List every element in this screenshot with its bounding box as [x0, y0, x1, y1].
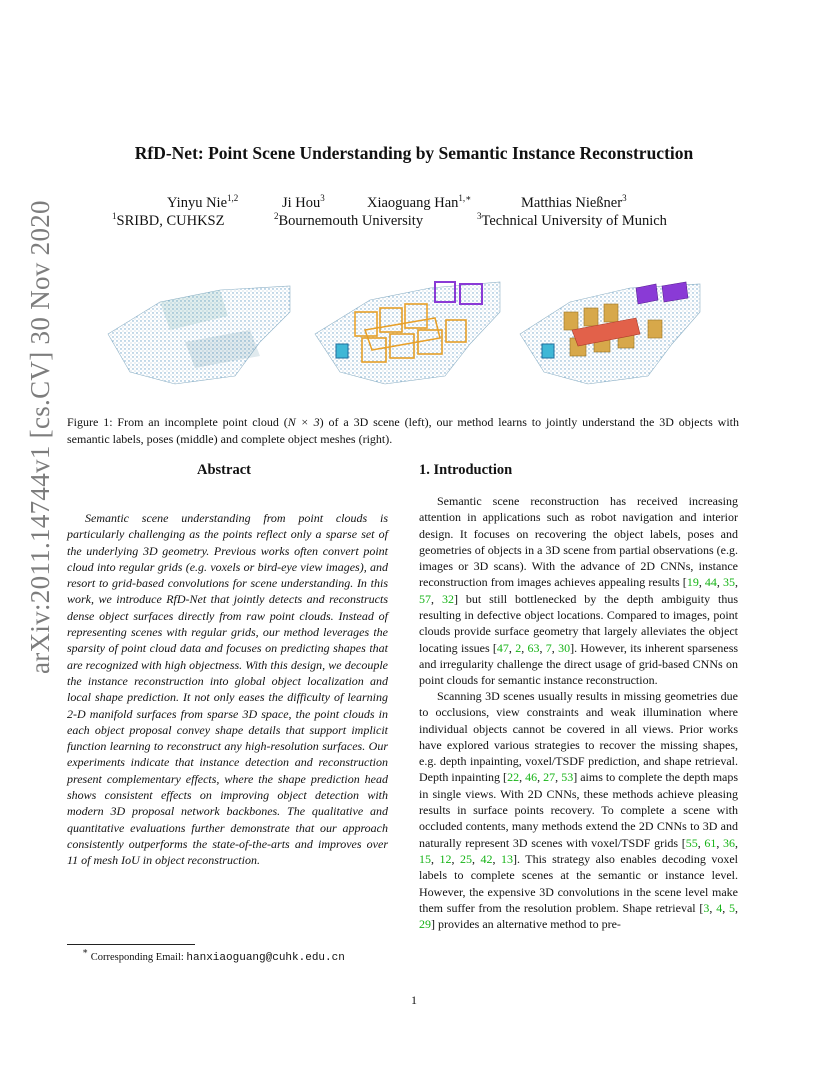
caption-part-2: ) of a 3D scene (left), our method learns to jointly understand the 3D objects with semantic labels, poses (middle) and complete object meshes (right). — [67, 415, 739, 446]
citation-link[interactable]: 55 — [685, 835, 698, 850]
footnote-mark: ∗ — [82, 946, 89, 956]
arxiv-stamp-text: arXiv:2011.14744v1 [cs.CV] 30 Nov 2020 — [25, 200, 55, 674]
arxiv-stamp — [16, 200, 60, 674]
author-2 — [282, 195, 325, 212]
footnote-email: hanxiaoguang@cuhk.edu.cn — [186, 952, 345, 964]
intro-p2-text-d: ] provides an alternative method to pre- — [431, 917, 621, 932]
author-sup: 1,∗ — [458, 193, 472, 203]
cite-group: 55, 61, 36, 15, 12, 25, 42, 13 — [419, 835, 739, 866]
citation-link[interactable]: 27 — [543, 770, 556, 785]
author-name: Xiaoguang Han — [367, 195, 459, 211]
affiliation-2 — [274, 213, 423, 230]
citation-link[interactable]: 30 — [558, 640, 571, 655]
abstract-heading: Abstract — [197, 462, 251, 478]
abstract-text: Semantic scene understanding from point clouds is particularly challenging as the points reflect only a sparse set of the underlying 3D geometry. Previous works often convert point cloud into regular grids (e.g. voxels or bird-eye view images), and resort to grid-based convolutions for scene understanding. In this work, we introduce RfD-Net that jointly detects and reconstructs dense object surfaces directly from raw point clouds. Instead of representing scenes with regular grids, our method leverages the sparsity of point cloud data and focuses on predicting shapes that are recognized with high objectness. With this design, we decouple the instance reconstruction into global object localization and local shape prediction. It not only eases the difficulty of learning 2-D manifold surfaces from sparse 3D space, the point clouds in each object proposal convey shape details that support implicit function learning to reconstruct any high-resolution surfaces. Our experiments indicate that instance detection and reconstruction present complementary effects, where the shape prediction head shows consistent effects on improving object detection with modern 3D proposal network backbones. The qualitative and quantitative evaluations further demonstrate that our approach consistently outperforms the state-of-the-arts and improves over 11 of mesh IoU in object reconstruction. — [67, 511, 388, 868]
intro-p1-text-a: Semantic scene reconstruction has received increasing attention in applications such as robot navigation and interior design. It focuses on recovering the object labels, poses and geometries of objects in a 3D scene from partial observations (e.g. images or 3D scans). With the advance of 2D CNNs, instance reconstruction from images achieves appealing results [ — [419, 494, 738, 590]
citation-link[interactable]: 53 — [561, 770, 574, 785]
caption-part-1: Figure 1: From an incomplete point cloud ( — [67, 415, 288, 429]
citation-link[interactable]: 32 — [441, 591, 454, 606]
author-3 — [367, 195, 471, 212]
author-name: Matthias Nießner — [521, 195, 623, 211]
author-name: Yinyu Nie — [167, 195, 228, 211]
footnote-label: Corresponding Email: — [90, 952, 187, 963]
intro-p2-text-b: ] aims to complete the depth maps in single views. With 2D CNNs, these methods achieve pleasing results in surface points recovery. To complete a scene with occluded contents, many methods extend the 2D CNNs to 3D and naturally represent 3D scenes with voxel/TSDF grids [ — [419, 770, 739, 850]
citation-link[interactable]: 15 — [419, 851, 431, 866]
citation-link[interactable]: 61 — [704, 835, 717, 850]
detection-panel — [315, 282, 500, 384]
intro-p1-text-b: ] but still bottlenecked by the depth ambiguity thus resulting in defective object locations. Compared to images, point clouds provide surface geometry that largely alleviates the object locating issues [ — [419, 591, 738, 655]
teaser-figure — [100, 272, 720, 402]
citation-link[interactable]: 5 — [729, 900, 735, 915]
cite-group: 3, 4, 5, 29 — [419, 900, 738, 932]
citation-link[interactable]: 2 — [515, 640, 522, 655]
citation-link[interactable]: 12 — [439, 851, 452, 866]
citation-link[interactable]: 22 — [507, 770, 520, 785]
citation-link[interactable]: 57 — [419, 591, 431, 606]
affiliation-3 — [477, 213, 667, 230]
citation-link[interactable]: 4 — [716, 900, 723, 915]
paper-title: RfD-Net: Point Scene Understanding by Semantic Instance Reconstruction — [134, 143, 694, 163]
citation-link[interactable]: 3 — [703, 900, 710, 915]
footnote — [82, 946, 345, 964]
page-number: 1 — [411, 993, 417, 1007]
introduction-heading: 1. Introduction — [419, 462, 513, 478]
citation-link[interactable]: 19 — [686, 575, 699, 590]
citation-link[interactable]: 63 — [527, 640, 540, 655]
teaser-figure-svg — [100, 272, 720, 402]
citation-link[interactable]: 36 — [723, 835, 736, 850]
reconstruction-panel — [520, 282, 700, 384]
affiliation-name: SRIBD, CUHKSZ — [116, 213, 225, 229]
author-sup: 3 — [320, 193, 325, 203]
author-sup: 3 — [622, 193, 627, 203]
input-point-cloud-panel — [108, 286, 290, 384]
cyan-box — [336, 344, 348, 358]
caption-math: N × 3 — [287, 415, 320, 429]
cite-group: 19, 44, 35, 57, 32 — [419, 575, 738, 606]
affiliation-1 — [112, 213, 224, 230]
author-1 — [167, 195, 238, 212]
intro-paragraph-1 — [419, 493, 738, 689]
citation-link[interactable]: 42 — [480, 851, 493, 866]
cite-group: 22, 46, 27, 53 — [507, 770, 574, 785]
citation-link[interactable]: 35 — [723, 575, 735, 590]
citation-link[interactable]: 46 — [525, 770, 538, 785]
citation-link[interactable]: 25 — [460, 851, 472, 866]
affiliation-name: Bournemouth University — [278, 213, 424, 229]
intro-p2-text-c: ]. This strategy also enables decoding voxel labels to complete scenes at the semantic or instance level. However, the expensive 3D convolutions in the scene level make them suffer from the resolution problem. Shape retrieval [ — [419, 851, 739, 915]
citation-link[interactable]: 29 — [419, 917, 431, 932]
citation-link[interactable]: 13 — [501, 851, 513, 866]
affiliation-sup: 3 — [477, 211, 482, 221]
intro-p1-text-c: ]. However, its inherent sparseness and irregularity challenge the direct usage of grid-based CNNs on point clouds for semantic instance reconstruction. — [419, 640, 739, 688]
author-sup: 1,2 — [227, 193, 239, 203]
footnote-rule — [67, 944, 195, 945]
affiliation-name: Technical University of Munich — [481, 213, 667, 229]
figure-caption — [67, 414, 739, 448]
affiliation-sup: 2 — [274, 211, 279, 221]
citation-link[interactable]: 47 — [496, 640, 509, 655]
cyan-mesh — [542, 344, 554, 358]
affiliation-sup: 1 — [112, 211, 117, 221]
cite-group: 47, 2, 63, 7, 30 — [496, 640, 571, 655]
intro-paragraph-2 — [419, 688, 738, 932]
citation-link[interactable]: 7 — [545, 640, 552, 655]
citation-link[interactable]: 44 — [704, 575, 717, 590]
intro-p2-text-a: Scanning 3D scenes usually results in missing geometries due to occlusions, view constraints and weak illumination where individual objects cannot be covered in all views. Prior works have explored various strategies to recover the missing shapes, e.g. depth inpainting, voxel/TSDF prediction, and shape retrieval. Depth inpainting [ — [419, 689, 738, 785]
author-name: Ji Hou — [282, 195, 321, 211]
author-4 — [521, 195, 627, 212]
